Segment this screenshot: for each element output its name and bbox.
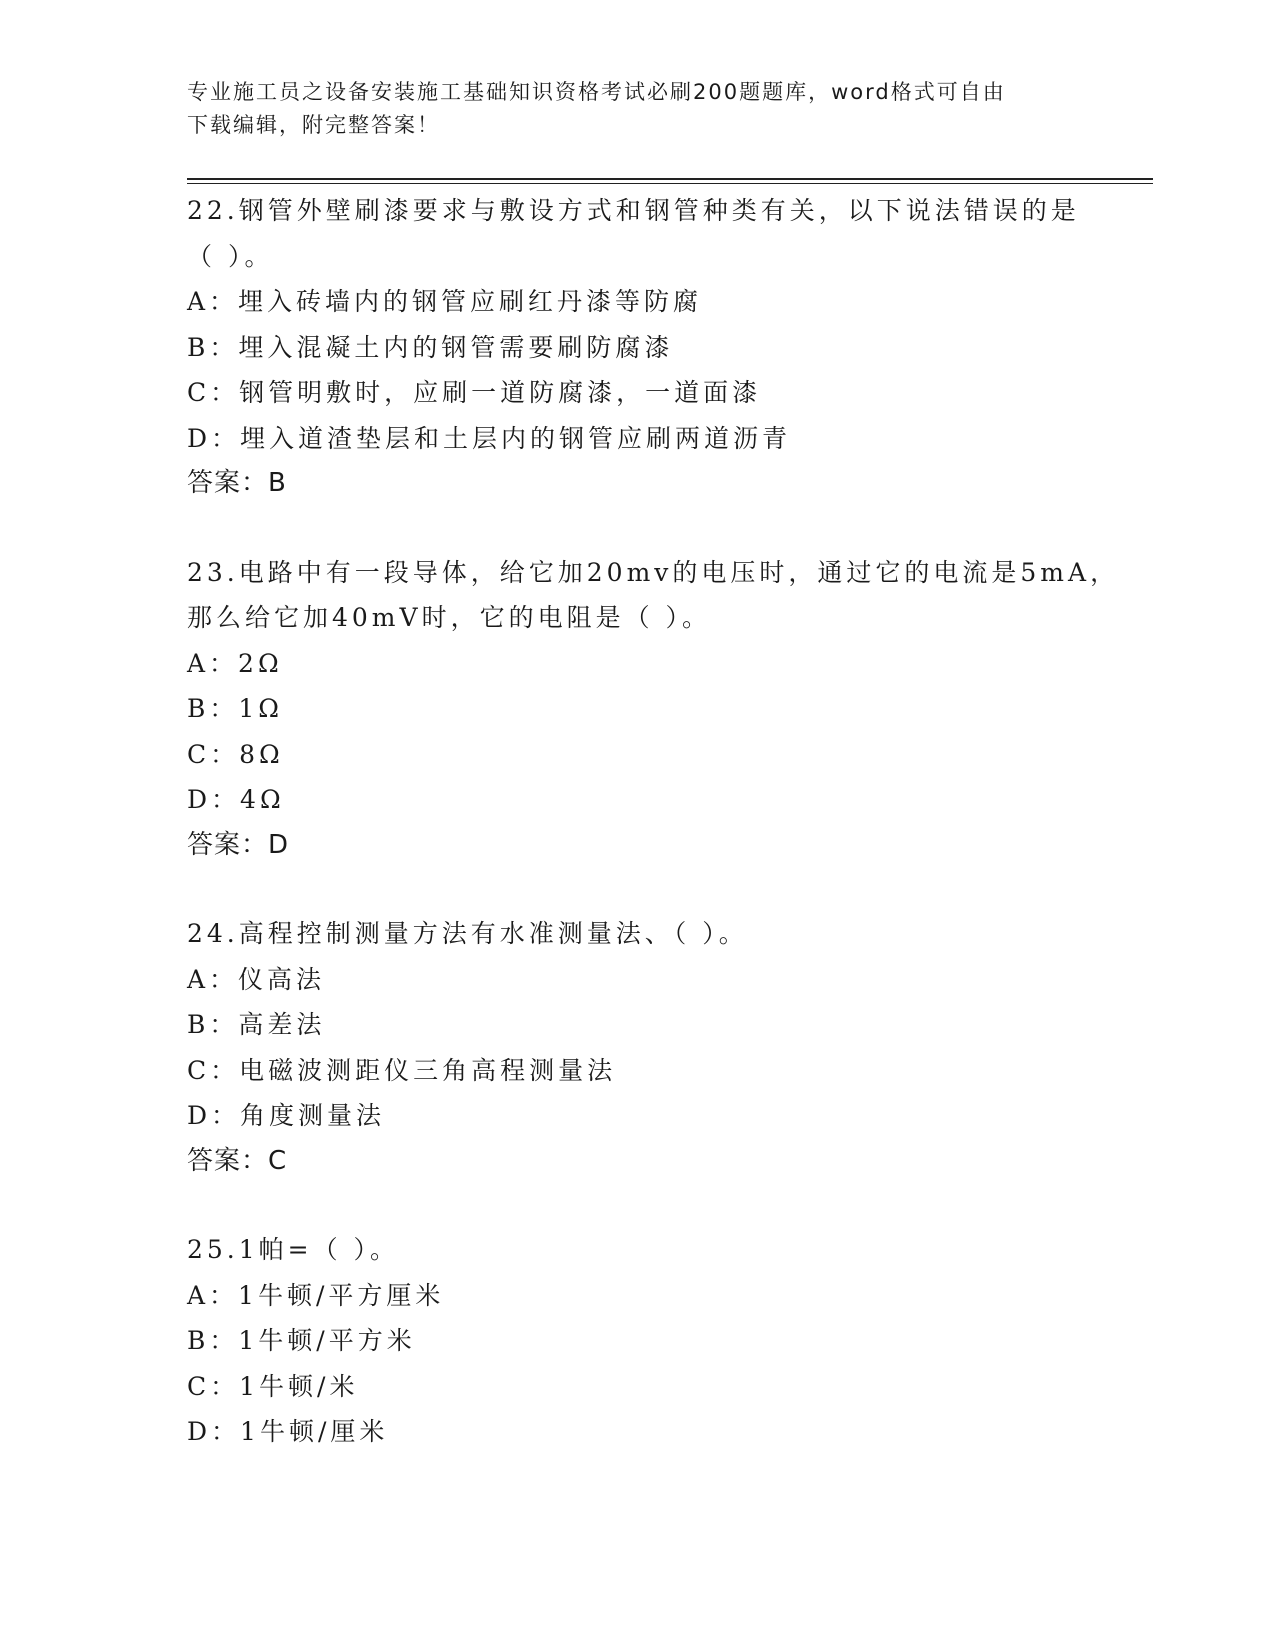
option-a: A：2Ω bbox=[187, 648, 283, 678]
option-d: D：4Ω bbox=[187, 785, 285, 814]
option-a: A：仪高法 bbox=[187, 964, 326, 994]
option-c: C：电磁波测距仪三角高程测量法 bbox=[187, 1055, 617, 1085]
option-d: D：1牛顿/厘米 bbox=[187, 1417, 389, 1446]
option-c: C：1牛顿/米 bbox=[187, 1371, 359, 1401]
question-23 bbox=[187, 550, 1120, 869]
answer-label: 答案：D bbox=[187, 829, 290, 860]
option-b: B：埋入混凝土内的钢管需要刷防腐漆 bbox=[187, 332, 674, 362]
question-list bbox=[187, 188, 1120, 1498]
question-stem-line: （ ）。 bbox=[187, 241, 274, 271]
header-line-1: 专业施工员之设备安装施工基础知识资格考试必刷200题题库，word格式可自由 bbox=[187, 80, 1006, 104]
question-stem-line: 22.钢管外壁刷漆要求与敷设方式和钢管种类有关，以下说法错误的是 bbox=[187, 196, 1080, 225]
header-divider-thin bbox=[187, 183, 1153, 184]
option-b: B：1Ω bbox=[187, 694, 284, 723]
option-b: B：1牛顿/平方米 bbox=[187, 1326, 416, 1355]
option-d: D：埋入道渣垫层和土层内的钢管应刷两道沥青 bbox=[187, 423, 792, 453]
question-25 bbox=[187, 1227, 1087, 1455]
answer-label: 答案：B bbox=[187, 468, 287, 498]
question-22 bbox=[187, 188, 1087, 507]
question-stem-line: 24.高程控制测量方法有水准测量法、（ ）。 bbox=[187, 919, 748, 948]
question-stem-line: 那么给它加40mV时，它的电阻是（ ）。 bbox=[187, 603, 712, 632]
option-a: A：1牛顿/平方厘米 bbox=[187, 1280, 445, 1310]
header-divider-thick bbox=[187, 178, 1153, 180]
option-b: B：高差法 bbox=[187, 1010, 326, 1039]
option-c: C：8Ω bbox=[187, 739, 284, 769]
question-stem-line: 23.电路中有一段导体，给它加20mv的电压时，通过它的电流是5mA， bbox=[187, 557, 1120, 587]
option-d: D：角度测量法 bbox=[187, 1101, 386, 1130]
document-header bbox=[187, 76, 1067, 142]
option-a: A：埋入砖墙内的钢管应刷红丹漆等防腐 bbox=[187, 287, 703, 316]
question-24 bbox=[187, 911, 1087, 1184]
answer-label: 答案：C bbox=[187, 1145, 288, 1176]
header-line-2: 下载编辑，附完整答案！ bbox=[187, 113, 440, 137]
option-c: C：钢管明敷时，应刷一道防腐漆，一道面漆 bbox=[187, 378, 762, 407]
question-stem-line: 25.1帕=（ ）。 bbox=[187, 1235, 400, 1264]
